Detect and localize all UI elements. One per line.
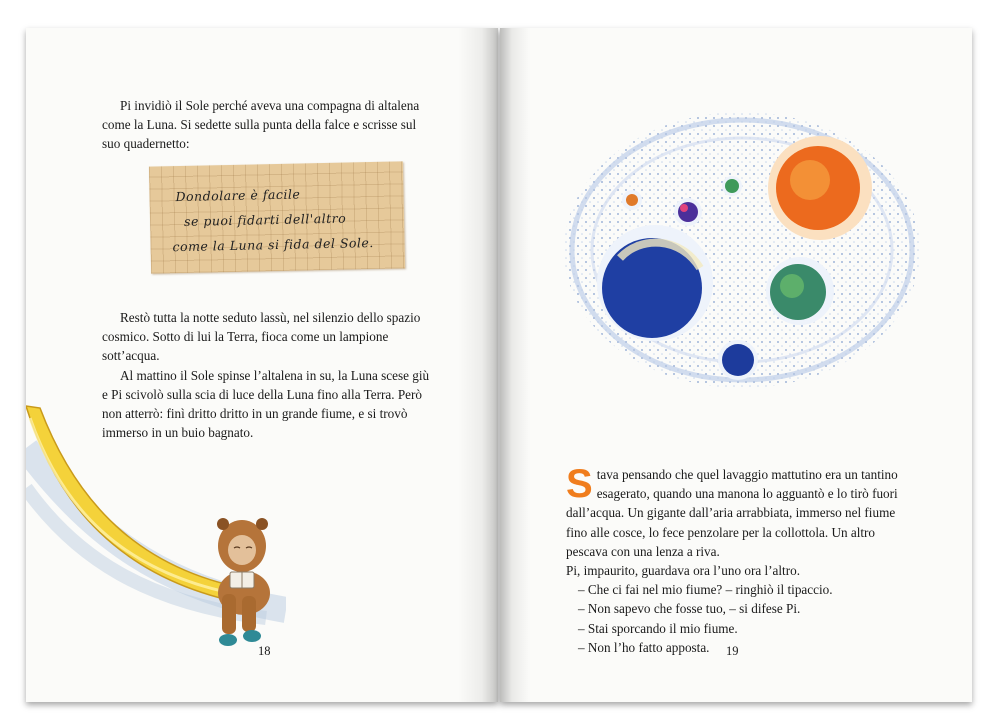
dialogue-line-2: – Non sapevo che fosse tuo, – si difese Pi. (578, 601, 801, 617)
right-paragraph-1 (566, 462, 918, 657)
note-line-1: Dondolare è facile (175, 186, 301, 205)
paper-note (149, 161, 405, 273)
dialogue-line-1: – Che ci fai nel mio fiume? – ringhiò il tipaccio. (578, 582, 833, 598)
gutter-shadow-left (458, 28, 498, 702)
bear-character (217, 518, 270, 646)
right-paragraph-1-body: tava pensando che quel lavaggio mattutino era un tantino esagerato, quando una manona lo agguantò e lo tirò fuori dall’acqua. Un gigante dall’aria arrabbiata, immerso nel fiume fino alle cosce, lo fece penzolare per la collottola. Un altro pescava con una lenza a riva. (566, 467, 898, 559)
gutter-shadow-right (500, 28, 530, 702)
note-line-2: se puoi fidarti dell'altro (183, 210, 347, 229)
left-paragraph-1-text: Pi invidiò il Sole perché aveva una compagna di altalena come la Luna. Si sedette sulla punta della falce e scrisse sul suo quadernetto: (102, 98, 420, 152)
planets-illustration (560, 108, 925, 393)
planet-small-green (725, 179, 739, 193)
left-paragraph-1 (102, 96, 432, 154)
right-line-2: Pi, impaurito, guardava ora l’uno ora l’altro. (566, 563, 801, 579)
planet-small-orange (626, 194, 638, 206)
planet-small-blue (722, 344, 754, 376)
note-line-3: come la Luna si fida del Sole. (172, 234, 374, 255)
left-page-number: 18 (258, 644, 271, 658)
left-page (26, 28, 498, 702)
right-paragraph-1-text (566, 462, 918, 561)
right-page (500, 28, 972, 702)
planet-small-purple (678, 202, 698, 222)
left-paragraph-3-text: Al mattino il Sole spinse l’altalena in su, la Luna scese giù e Pi scivolò sulla scia di luce della Luna fino alla Terra. Però non atterrò: finì dritto dritto in un grande fiume, e si trovò immerso in un buio bagnato. (102, 367, 430, 441)
right-page-number: 19 (726, 644, 739, 658)
left-paragraph-2-text: Restò tutta la notte seduto lassù, nel silenzio dello spazio cosmico. Sotto di lui la Terra, fioca come un lampione sott’acqua. (102, 310, 421, 364)
dialogue-line-3: – Stai sporcando il mio fiume. (578, 620, 738, 636)
moon-bear-illustration (26, 378, 286, 678)
dialogue-line-4: – Non l’ho fatto apposta. (578, 639, 710, 655)
drop-cap: S (566, 462, 593, 506)
